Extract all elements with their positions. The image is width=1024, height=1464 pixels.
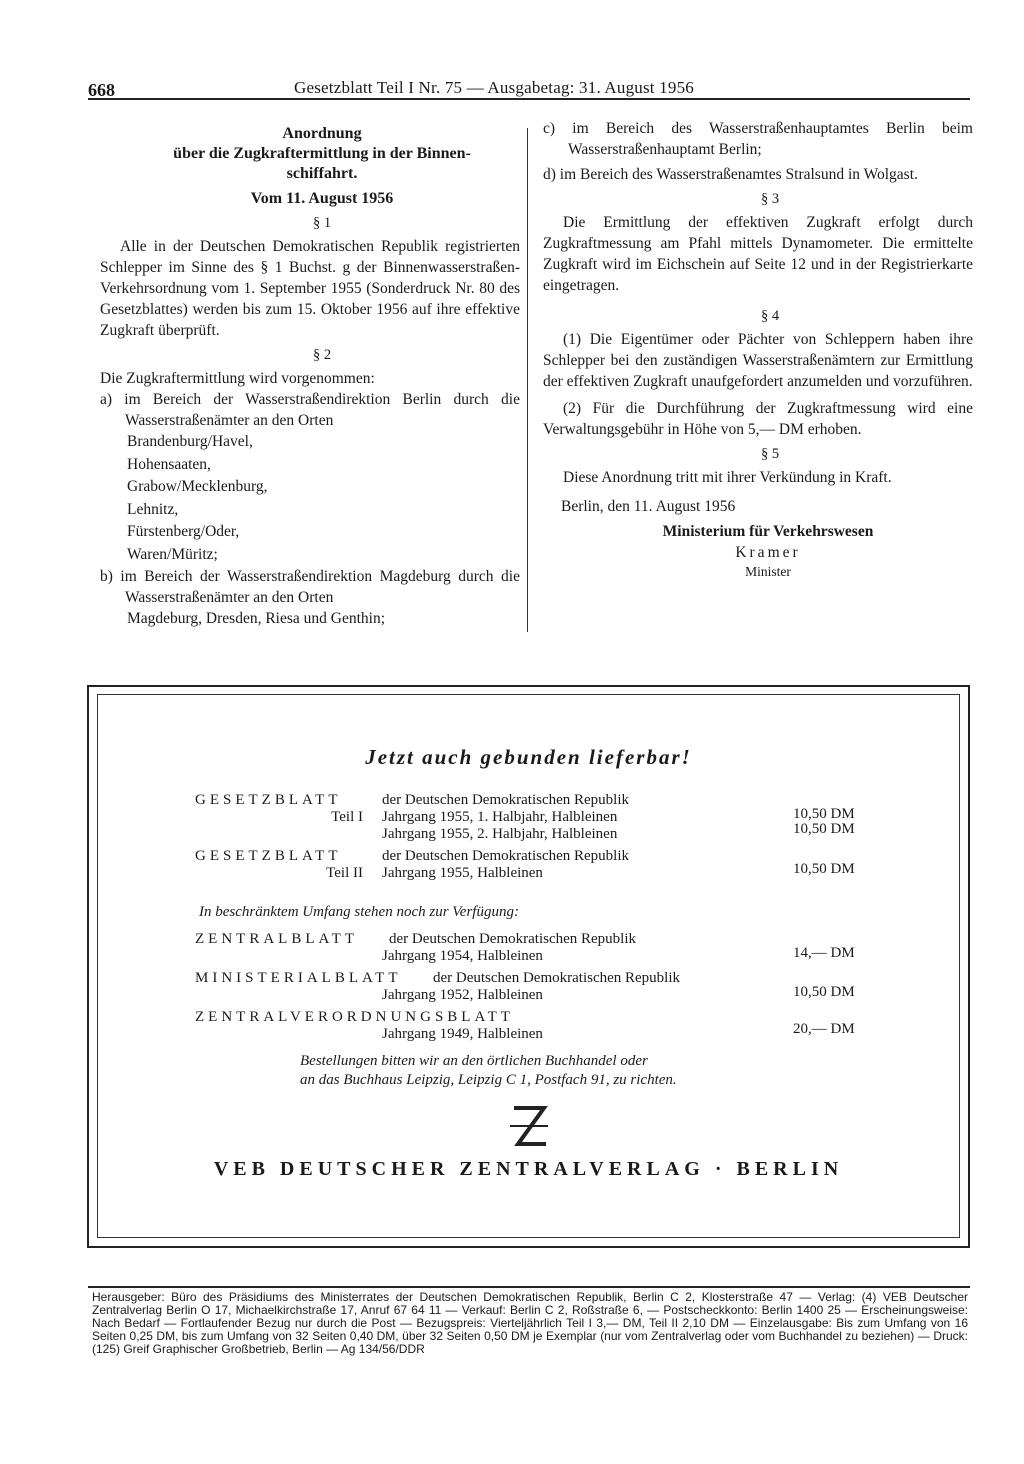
section-4-para-2: (2) Für die Durchführung der Zugkraftmessung wird eine Verwaltungsgebühr in Höhe von 5,— DM erhoben. <box>543 400 973 438</box>
order-line: an das Buchhaus Leipzig, Leipzig C 1, Postfach 91, zu richten. <box>300 1072 677 1088</box>
left-column <box>100 124 520 631</box>
publisher-logo-icon <box>506 1104 552 1150</box>
title-line: schiffahrt. <box>286 165 358 182</box>
publication-line: Jahrgang 1955, 2. Halbjahr, Halbleinen <box>382 826 618 842</box>
section-4-para-1: (1) Die Eigentümer oder Pächter von Schleppern haben ihre Schlepper bei den zuständigen Wasserstraßenämtern zur Ermittlung der effektiven Zugkraft unaufgefordert anzumelden und vorzuführen. <box>543 331 973 390</box>
section-3-sign: § 3 <box>760 191 780 207</box>
order-line: Bestellungen bitten wir an den örtlichen Buchhandel oder <box>300 1053 648 1069</box>
place-item: Hohensaaten, <box>127 455 211 473</box>
ad-entry-ministerialblatt <box>195 970 895 1006</box>
section-5-sign: § 5 <box>760 446 780 462</box>
place-item: Fürstenberg/Oder, <box>127 523 240 540</box>
section-1-sign: § 1 <box>312 215 332 231</box>
signer-title: Minister <box>745 564 791 579</box>
header-rule <box>88 98 970 100</box>
ad-order-note <box>300 1052 780 1090</box>
publication-part: Teil II <box>326 865 363 881</box>
price: 10,50 DM <box>793 806 855 822</box>
ministry-name: Ministerium für Verkehrswesen <box>662 523 874 540</box>
ad-limited-note: In beschränktem Umfang stehen noch zur Verfügung: <box>199 904 519 920</box>
publication-title: ZENTRALBLATT <box>195 931 358 947</box>
publication-line: Jahrgang 1949, Halbleinen <box>382 1026 543 1042</box>
ad-heading: Jetzt auch gebunden lieferbar! <box>365 745 692 769</box>
publication-line: Jahrgang 1952, Halbleinen <box>382 987 543 1003</box>
price: 14,— DM <box>793 945 855 961</box>
place-list-b: Magdeburg, Dresden, Riesa und Genthin; <box>127 610 385 627</box>
publication-title: GESETZBLATT <box>195 848 342 864</box>
signer-name: Kramer <box>735 544 801 561</box>
price: 10,50 DM <box>793 821 855 837</box>
section-2-intro: Die Zugkraftermittlung wird vorgenommen: <box>100 370 375 387</box>
title-line: über die Zugkraftermittlung in der Binnen- <box>173 145 471 162</box>
section-2-sign: § 2 <box>312 347 332 363</box>
section-2-item-c: c) im Bereich des Wasserstraßenhauptamtes Berlin beim Wasserstraßenhauptamt Berlin; <box>543 120 973 158</box>
publication-line: der Deutschen Demokratischen Republik <box>389 931 637 947</box>
place-date: Berlin, den 11. August 1956 <box>561 498 736 515</box>
column-divider <box>527 128 528 632</box>
publication-line: Jahrgang 1955, 1. Halbjahr, Halbleinen <box>382 809 618 825</box>
right-column <box>543 118 973 580</box>
price: 20,— DM <box>793 1021 855 1037</box>
section-4-sign: § 4 <box>760 308 780 324</box>
ad-entry-gesetzblatt-2 <box>195 848 895 884</box>
section-1-text: Alle in der Deutschen Demokratischen Republik registrierten Schlepper im Sinne des § 1 Buchst. g der Binnenwasserstraßen-Verkehrsordnung vom 1. September 1955 (Sonderdruck Nr. 80 des Gesetzblattes) werden bis zum 15. Oktober 1956 auf ihre effektive Zugkraft überprüft. <box>100 238 520 339</box>
publication-title: MINISTERIALBLATT <box>195 970 402 986</box>
ad-entry-zentralverordnungsblatt <box>195 1009 895 1045</box>
footer-rule <box>88 1286 970 1288</box>
place-item: Brandenburg/Havel, <box>127 433 253 450</box>
section-3-text: Die Ermittlung der effektiven Zugkraft erfolgt durch Zugkraftmessung am Pfahl mittels Dynamometer. Die ermittelte Zugkraft wird im Eichschein auf Seite 12 und in der Registrierkarte eingetragen. <box>543 214 973 294</box>
price: 10,50 DM <box>793 984 855 1000</box>
publication-line: der Deutschen Demokratischen Republik <box>433 970 681 986</box>
ad-entry-gesetzblatt-1 <box>195 792 895 844</box>
publication-part: Teil I <box>331 809 363 825</box>
publication-line: Jahrgang 1955, Halbleinen <box>382 865 543 881</box>
imprint: Herausgeber: Büro des Präsidiums des Ministerrates der Deutschen Demokratischen Republik, Berlin C 2, Klosterstraße 47 — Verlag: (4) VEB Deutscher Zentralverlag Berlin O 17, Michaelkirchstraße 17, Anruf 67 64 11 — Verkauf: Berlin C 2, Roßstraße 6, — Postscheckkonto: Berlin 1400 25 — Erscheinungsweise: Nach Bedarf — Fortlaufender Bezug nur durch die Post — Bezugspreis: Vierteljährlich Teil I 3,— DM, Teil II 2,10 DM — Einzelausgabe: Bis zum Umfang von 16 Seiten 0,25 DM, bis zum Umfang von 32 Seiten 0,40 DM, über 32 Seiten 0,50 DM je Exemplar (nur vom Zentralverlag oder vom Buchhandel zu beziehen) — Druck: (125) Greif Graphischer Großbetrieb, Berlin — Ag 134/56/DDR <box>92 1290 968 1356</box>
place-item: Lehnitz, <box>127 500 179 518</box>
publication-line: der Deutschen Demokratischen Republik <box>382 848 630 864</box>
section-2-item-b: b) im Bereich der Wasserstraßendirektion Magdeburg durch die Wasserstraßenämter an den Orten <box>100 568 520 606</box>
title-line: Anordnung <box>282 125 362 142</box>
publication-title: GESETZBLATT <box>195 792 342 808</box>
place-item: Waren/Müritz; <box>127 545 218 563</box>
publication-line: der Deutschen Demokratischen Republik <box>382 792 630 808</box>
section-2-item-d: d) im Bereich des Wasserstraßenamtes Stralsund in Wolgast. <box>543 166 918 183</box>
publication-title: ZENTRALVERORDNUNGSBLATT <box>195 1009 514 1025</box>
price: 10,50 DM <box>793 861 855 877</box>
article-title <box>124 124 520 184</box>
ad-entry-zentralblatt <box>195 931 895 967</box>
section-5-text: Diese Anordnung tritt mit ihrer Verkündung in Kraft. <box>563 469 892 486</box>
running-head: Gesetzblatt Teil I Nr. 75 — Ausgabetag: 31. August 1956 <box>294 78 694 97</box>
ad-publisher: VEB DEUTSCHER ZENTRALVERLAG · BERLIN <box>213 1158 844 1180</box>
place-item: Grabow/Mecklenburg, <box>127 478 268 495</box>
page-number: 668 <box>88 80 115 100</box>
article-date: Vom 11. August 1956 <box>250 190 394 207</box>
section-2-item-a: a) im Bereich der Wasserstraßendirektion Berlin durch die Wasserstraßenämter an den Orten <box>100 391 520 429</box>
publication-line: Jahrgang 1954, Halbleinen <box>382 948 543 964</box>
